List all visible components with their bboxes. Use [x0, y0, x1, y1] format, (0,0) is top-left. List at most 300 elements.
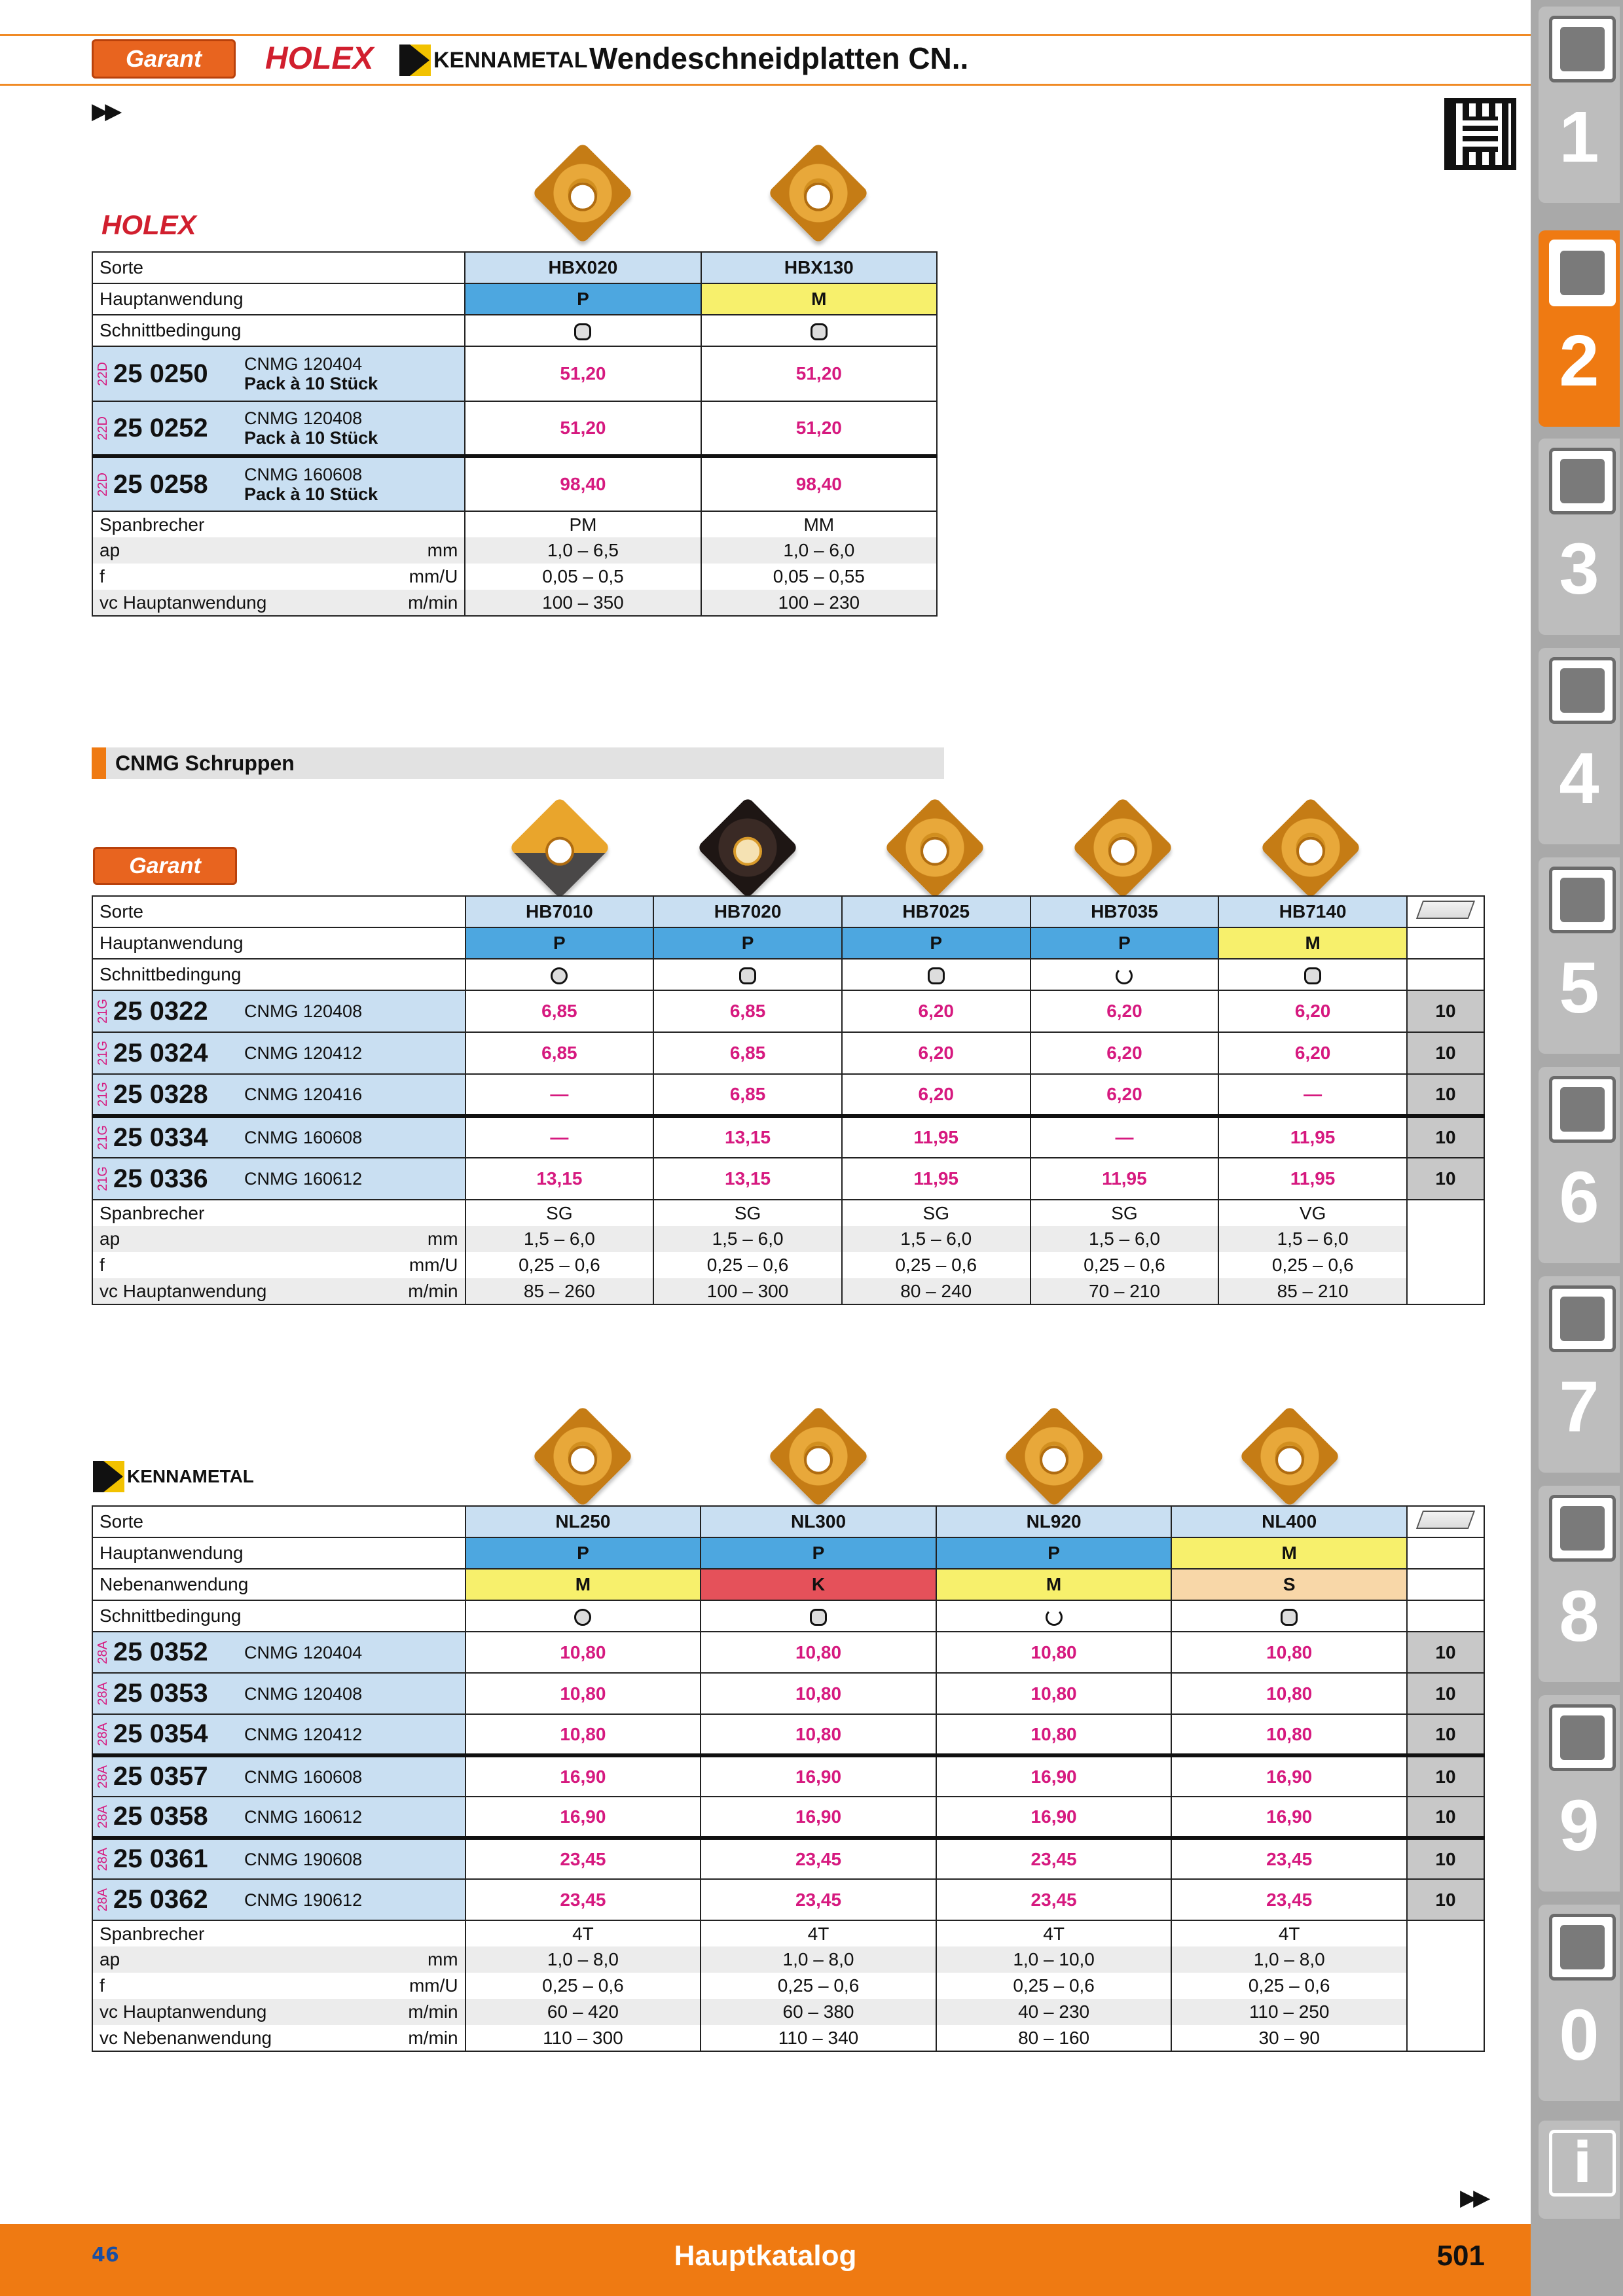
grade-nl400: NL400: [1171, 1506, 1407, 1537]
footer-page-number: 501: [1436, 2240, 1485, 2272]
info-icon: [1549, 2130, 1616, 2197]
table-row[interactable]: [92, 456, 937, 511]
price-cell: 51,20: [701, 401, 937, 456]
param-value: 1,0 – 6,5: [465, 537, 701, 564]
param-label: f: [100, 566, 105, 586]
cabinet-icon: [1549, 1704, 1616, 1771]
price-cell: 16,90: [936, 1797, 1172, 1838]
price-cell: 6,85: [653, 1032, 842, 1074]
price-cell: 6,20: [1218, 1032, 1407, 1074]
tab-number: 5: [1559, 948, 1599, 1028]
price-cell: 6,20: [1030, 1032, 1219, 1074]
label-nebenanwendung: Nebenanwendung: [92, 1569, 465, 1600]
param-label: vc Hauptanwendung: [100, 1280, 267, 1301]
neben-cell: M: [465, 1569, 701, 1600]
package-box-icon: [1416, 901, 1475, 919]
pack-qty: 10: [1407, 1838, 1484, 1879]
footer: [0, 2224, 1531, 2296]
cutting-condition-icon: [739, 967, 756, 984]
article-pack: Pack à 10 Stück: [244, 428, 378, 448]
param-value: SG: [842, 1200, 1030, 1226]
param-value: 110 – 340: [701, 2025, 936, 2051]
tab-chapter-9[interactable]: [1539, 1695, 1620, 1892]
price-cell: 11,95: [1218, 1158, 1407, 1200]
article-code: 21G: [96, 1125, 110, 1150]
grade-hb7140: HB7140: [1218, 896, 1407, 927]
cutting-condition-icon: [1281, 1609, 1298, 1626]
grade-nl920: NL920: [936, 1506, 1172, 1537]
price-cell: 16,90: [465, 1755, 701, 1797]
param-label: f: [100, 1255, 105, 1275]
param-value: PM: [465, 511, 701, 537]
param-unit: mm/U: [409, 566, 458, 586]
section-header: [92, 747, 944, 779]
tab-chapter-8[interactable]: [1539, 1486, 1620, 1682]
param-label: Spanbrecher: [92, 1920, 465, 1946]
param-value: 85 – 210: [1218, 1278, 1407, 1304]
article-desc: CNMG 120412: [244, 1724, 363, 1744]
article-code: 22D: [96, 416, 110, 440]
article-pack: Pack à 10 Stück: [244, 374, 378, 393]
safety-goggles-icon: [1549, 1914, 1616, 1981]
price-cell: 16,90: [701, 1797, 936, 1838]
param-value: 60 – 380: [701, 1999, 936, 2025]
article-desc: CNMG 120408: [244, 1001, 363, 1021]
price-cell: 10,80: [465, 1714, 701, 1755]
article-pack: Pack à 10 Stück: [244, 484, 378, 504]
insert-image-hb7140: [1260, 797, 1362, 899]
table-row[interactable]: [92, 346, 937, 401]
insert-image-hbx130: [767, 142, 869, 244]
article-desc: CNMG 120404: [244, 354, 363, 374]
price-cell: 10,80: [936, 1714, 1172, 1755]
tab-chapter-7[interactable]: [1539, 1276, 1620, 1473]
garant-table: [92, 895, 1485, 1305]
param-value: 0,25 – 0,6: [653, 1252, 842, 1278]
haupt-cell: P: [936, 1537, 1172, 1569]
table-row[interactable]: [92, 1838, 1484, 1879]
price-cell: —: [1030, 1116, 1219, 1158]
param-value: 1,5 – 6,0: [1030, 1226, 1219, 1252]
price-cell: 51,20: [701, 346, 937, 401]
price-cell: 6,85: [465, 1032, 654, 1074]
insert-image-hb7020: [697, 797, 799, 899]
grade-hbx130: HBX130: [701, 252, 937, 283]
param-label: ap: [100, 1949, 120, 1969]
param-value: 80 – 160: [936, 2025, 1172, 2051]
tab-chapter-0[interactable]: [1539, 1905, 1620, 2101]
param-value: 1,0 – 8,0: [1171, 1946, 1407, 1973]
article-number: 25 0352: [113, 1638, 208, 1666]
param-label: vc Hauptanwendung: [100, 2001, 267, 2022]
section-accent: [92, 747, 106, 779]
article-number: 25 0354: [113, 1719, 208, 1748]
price-cell: 11,95: [842, 1158, 1030, 1200]
label-schnittbedingung: Schnittbedingung: [92, 315, 465, 346]
article-number: 25 0361: [113, 1844, 208, 1873]
cutting-condition-icon: [810, 1609, 827, 1626]
param-label: ap: [100, 1229, 120, 1249]
article-code: 21G: [96, 1082, 110, 1107]
article-code: 28A: [96, 1681, 110, 1706]
param-value: 4T: [936, 1920, 1172, 1946]
param-row: [92, 1200, 1484, 1226]
param-value: 0,05 – 0,55: [701, 564, 937, 590]
article-desc: CNMG 160612: [244, 1806, 363, 1827]
price-cell: 16,90: [701, 1755, 936, 1797]
price-cell: 98,40: [465, 456, 701, 511]
label-hauptanwendung: Hauptanwendung: [92, 927, 465, 959]
param-value: 0,25 – 0,6: [1171, 1973, 1407, 1999]
price-cell: 6,20: [842, 1074, 1030, 1116]
price-cell: 6,85: [653, 990, 842, 1032]
insert-image-hb7010: [509, 797, 611, 899]
param-value: SG: [465, 1200, 654, 1226]
grade-hbx020: HBX020: [465, 252, 701, 283]
cutting-condition-icon: [811, 323, 828, 340]
kennametal-brand-label: KENNAMETAL: [93, 1461, 254, 1492]
price-cell: 16,90: [465, 1797, 701, 1838]
price-cell: 10,80: [1171, 1673, 1407, 1714]
neben-cell: S: [1171, 1569, 1407, 1600]
table-row[interactable]: [92, 1632, 1484, 1673]
param-value: 1,0 – 10,0: [936, 1946, 1172, 1973]
wrench-icon: [1549, 1076, 1616, 1143]
article-number: 25 0252: [113, 413, 208, 442]
article-number: 25 0324: [113, 1038, 208, 1067]
label-hauptanwendung: Hauptanwendung: [92, 283, 465, 315]
param-value: 1,5 – 6,0: [1218, 1226, 1407, 1252]
price-cell: 51,20: [465, 346, 701, 401]
tab-chapter-2[interactable]: [1539, 230, 1620, 427]
article-code: 22D: [96, 472, 110, 497]
table-row[interactable]: [92, 990, 1484, 1032]
haupt-cell: P: [1030, 927, 1219, 959]
haupt-cell: P: [465, 1537, 701, 1569]
param-unit: m/min: [408, 2001, 458, 2022]
param-value: 80 – 240: [842, 1278, 1030, 1304]
cutting-condition-icon: [551, 967, 568, 984]
grade-hb7035: HB7035: [1030, 896, 1219, 927]
caliper-icon: [1549, 657, 1616, 724]
article-code: 21G: [96, 1041, 110, 1066]
price-cell: 23,45: [701, 1879, 936, 1920]
tab-number: i: [1573, 2130, 1592, 2196]
param-value: MM: [701, 511, 937, 537]
cutting-condition-icon: [1304, 967, 1321, 984]
article-desc: CNMG 160612: [244, 1169, 363, 1189]
price-cell: 23,45: [465, 1879, 701, 1920]
param-value: 4T: [701, 1920, 936, 1946]
label-sorte: Sorte: [92, 252, 465, 283]
table-row[interactable]: [92, 401, 937, 456]
article-code: 28A: [96, 1765, 110, 1789]
article-code: 28A: [96, 1722, 110, 1746]
article-code: 21G: [96, 999, 110, 1024]
price-cell: 11,95: [1030, 1158, 1219, 1200]
pack-qty: 10: [1407, 1879, 1484, 1920]
param-value: 1,0 – 8,0: [701, 1946, 936, 1973]
article-number: 25 0353: [113, 1679, 208, 1708]
tab-chapter-5[interactable]: [1539, 857, 1620, 1054]
table-row[interactable]: [92, 1074, 1484, 1116]
param-value: 0,25 – 0,6: [936, 1973, 1172, 1999]
param-value: 100 – 230: [701, 590, 937, 616]
haupt-hbx130: M: [701, 283, 937, 315]
insert-image-nl920: [1003, 1405, 1105, 1507]
tab-chapter-3[interactable]: [1539, 439, 1620, 635]
article-code: 28A: [96, 1888, 110, 1912]
price-cell: 10,80: [936, 1632, 1172, 1673]
tab-number: 0: [1559, 1995, 1599, 2075]
row-sorte: [92, 252, 937, 283]
holex-logo: HOLEX: [265, 41, 374, 76]
pack-qty: 10: [1407, 1074, 1484, 1116]
tab-number: 4: [1559, 738, 1599, 819]
pack-qty: 10: [1407, 1673, 1484, 1714]
article-desc: CNMG 120408: [244, 408, 363, 428]
kennametal-mark-icon: [399, 45, 431, 76]
article-number: 25 0358: [113, 1802, 208, 1831]
param-unit: m/min: [408, 1280, 458, 1301]
insert-image-nl300: [767, 1405, 869, 1507]
cutting-condition-icon: [574, 1609, 591, 1626]
price-cell: 16,90: [1171, 1755, 1407, 1797]
tab-number: 3: [1559, 529, 1599, 609]
pack-qty: 10: [1407, 1158, 1484, 1200]
article-code: 22D: [96, 361, 110, 386]
price-cell: 23,45: [465, 1838, 701, 1879]
article-number: 25 0357: [113, 1762, 208, 1791]
label-sorte: Sorte: [92, 1506, 465, 1537]
param-value: 0,25 – 0,6: [842, 1252, 1030, 1278]
price-cell: 16,90: [936, 1755, 1172, 1797]
param-unit: m/min: [408, 2027, 458, 2048]
price-cell: 10,80: [701, 1632, 936, 1673]
param-value: 100 – 350: [465, 590, 701, 616]
tab-number: 9: [1559, 1785, 1599, 1866]
param-value: SG: [1030, 1200, 1219, 1226]
pack-qty: 10: [1407, 1797, 1484, 1838]
param-label: Spanbrecher: [92, 511, 465, 537]
insert-image-hb7025: [884, 797, 986, 899]
garant-brand-label: Garant: [93, 847, 237, 885]
article-desc: CNMG 120412: [244, 1043, 363, 1063]
insert-icon: [1549, 240, 1616, 306]
param-value: 1,0 – 6,0: [701, 537, 937, 564]
price-cell: 10,80: [465, 1673, 701, 1714]
price-cell: —: [1218, 1074, 1407, 1116]
param-value: 60 – 420: [465, 1999, 701, 2025]
price-cell: 16,90: [1171, 1797, 1407, 1838]
table-row[interactable]: [92, 1714, 1484, 1755]
haupt-cell: P: [653, 927, 842, 959]
price-cell: 10,80: [701, 1673, 936, 1714]
drill-icon: [1549, 16, 1616, 82]
param-label: vc Hauptanwendung: [100, 592, 267, 613]
row-nebenanwendung: [92, 1569, 1484, 1600]
table-row[interactable]: [92, 1755, 1484, 1797]
label-schnittbedingung: Schnittbedingung: [92, 959, 465, 990]
insert-image-hbx020: [532, 142, 634, 244]
param-row: [92, 1999, 1484, 2025]
param-row: [92, 590, 937, 616]
haupt-hbx020: P: [465, 283, 701, 315]
fast-forward-icon[interactable]: ▶▶: [92, 98, 119, 124]
table-row[interactable]: [92, 1032, 1484, 1074]
param-value: 110 – 250: [1171, 1999, 1407, 2025]
price-cell: 51,20: [465, 401, 701, 456]
param-label: ap: [100, 540, 120, 560]
tab-number: 8: [1559, 1576, 1599, 1657]
article-desc: CNMG 120408: [244, 1683, 363, 1704]
kennametal-table: [92, 1505, 1485, 2052]
price-cell: 6,85: [653, 1074, 842, 1116]
article-number: 25 0328: [113, 1079, 208, 1109]
grade-hb7020: HB7020: [653, 896, 842, 927]
article-code: 28A: [96, 1804, 110, 1829]
article-code: 28A: [96, 1640, 110, 1664]
param-value: VG: [1218, 1200, 1407, 1226]
param-value: 1,5 – 6,0: [842, 1226, 1030, 1252]
header-top-rule: [0, 34, 1532, 36]
tool-holder-icon: [1549, 448, 1616, 514]
row-hauptanwendung: [92, 1537, 1484, 1569]
tab-number: 1: [1559, 97, 1599, 177]
param-value: 0,25 – 0,6: [465, 1973, 701, 1999]
kennametal-logo: KENNAMETAL: [399, 45, 587, 76]
price-cell: 10,80: [465, 1632, 701, 1673]
param-value: SG: [653, 1200, 842, 1226]
tab-chapter-1[interactable]: [1539, 7, 1620, 203]
price-cell: 6,20: [1218, 990, 1407, 1032]
row-hauptanwendung: [92, 283, 937, 315]
row-hauptanwendung: [92, 927, 1484, 959]
param-row: [92, 1920, 1484, 1946]
price-cell: 11,95: [842, 1116, 1030, 1158]
row-schnittbedingung: [92, 315, 937, 346]
table-row[interactable]: [92, 1797, 1484, 1838]
price-cell: 10,80: [936, 1673, 1172, 1714]
param-value: 0,25 – 0,6: [701, 1973, 936, 1999]
insert-image-hb7035: [1072, 797, 1174, 899]
price-cell: 6,85: [465, 990, 654, 1032]
param-label: Spanbrecher: [92, 1200, 465, 1226]
article-code: 21G: [96, 1166, 110, 1191]
param-unit: mm/U: [409, 1255, 458, 1275]
price-cell: 6,20: [1030, 990, 1219, 1032]
garant-logo: Garant: [92, 39, 236, 79]
cutting-condition-icon: [1046, 1609, 1063, 1626]
tab-chapter-4[interactable]: [1539, 648, 1620, 844]
price-cell: 6,20: [1030, 1074, 1219, 1116]
pack-qty: 10: [1407, 1755, 1484, 1797]
table-row[interactable]: [92, 1673, 1484, 1714]
param-value: 70 – 210: [1030, 1278, 1219, 1304]
article-desc: CNMG 190612: [244, 1890, 363, 1910]
pack-qty: 10: [1407, 1714, 1484, 1755]
footer-page-left: 46: [92, 2244, 119, 2267]
pack-qty: 10: [1407, 1632, 1484, 1673]
price-cell: 23,45: [701, 1838, 936, 1879]
param-label: f: [100, 1975, 105, 1996]
article-number: 25 0336: [113, 1164, 208, 1193]
price-cell: 10,80: [1171, 1714, 1407, 1755]
haupt-cell: P: [465, 927, 654, 959]
param-value: 0,05 – 0,5: [465, 564, 701, 590]
cutting-condition-icon: [1116, 967, 1133, 984]
param-row: [92, 1226, 1484, 1252]
price-cell: 13,15: [465, 1158, 654, 1200]
param-value: 1,5 – 6,0: [465, 1226, 654, 1252]
table-row[interactable]: [92, 1116, 1484, 1158]
header-bottom-rule: [0, 84, 1532, 86]
cutting-condition-icon: [928, 967, 945, 984]
param-value: 0,25 – 0,6: [1030, 1252, 1219, 1278]
price-cell: —: [465, 1074, 654, 1116]
param-row: [92, 1946, 1484, 1973]
article-desc: CNMG 120416: [244, 1085, 363, 1104]
article-number: 25 0334: [113, 1122, 208, 1152]
param-value: 4T: [1171, 1920, 1407, 1946]
price-cell: 6,20: [842, 1032, 1030, 1074]
param-unit: mm: [427, 1949, 458, 1969]
insert-image-nl250: [532, 1405, 634, 1507]
label-sorte: Sorte: [92, 896, 465, 927]
haupt-cell: M: [1171, 1537, 1407, 1569]
param-value: 100 – 300: [653, 1278, 842, 1304]
qr-code-icon[interactable]: [1444, 98, 1516, 170]
section-title: CNMG Schruppen: [115, 751, 295, 775]
table-row[interactable]: [92, 1879, 1484, 1920]
article-number: 25 0258: [113, 469, 208, 499]
kennametal-mark-icon: [93, 1461, 124, 1492]
holex-brand-label: HOLEX: [101, 209, 196, 240]
article-number: 25 0250: [113, 359, 208, 388]
tab-info[interactable]: [1539, 2121, 1620, 2219]
workshop-icon: [1549, 1495, 1616, 1562]
footer-title: Hauptkatalog: [674, 2240, 857, 2272]
article-desc: CNMG 120404: [244, 1642, 363, 1662]
param-row: [92, 1252, 1484, 1278]
page-title: Wendeschneidplatten CN..: [589, 41, 969, 75]
package-box-icon: [1416, 1511, 1475, 1529]
article-code: 28A: [96, 1847, 110, 1871]
price-cell: 13,15: [653, 1116, 842, 1158]
param-value: 85 – 260: [465, 1278, 654, 1304]
grade-hb7025: HB7025: [842, 896, 1030, 927]
price-cell: 6,20: [842, 990, 1030, 1032]
param-row: [92, 537, 937, 564]
article-number: 25 0362: [113, 1885, 208, 1914]
haupt-cell: P: [842, 927, 1030, 959]
param-row: [92, 2025, 1484, 2051]
param-row: [92, 1278, 1484, 1304]
article-desc: CNMG 160608: [244, 1128, 363, 1147]
article-desc: CNMG 160608: [244, 465, 363, 484]
row-schnittbedingung: [92, 1600, 1484, 1632]
tab-chapter-6[interactable]: [1539, 1067, 1620, 1263]
param-value: 30 – 90: [1171, 2025, 1407, 2051]
table-row[interactable]: [92, 1158, 1484, 1200]
price-cell: 10,80: [701, 1714, 936, 1755]
price-cell: 11,95: [1218, 1116, 1407, 1158]
param-value: 1,0 – 8,0: [465, 1946, 701, 1973]
row-sorte: [92, 1506, 1484, 1537]
next-page-icon[interactable]: ▶▶: [1460, 2185, 1487, 2211]
pack-qty: 10: [1407, 990, 1484, 1032]
saw-blade-icon: [1549, 867, 1616, 933]
